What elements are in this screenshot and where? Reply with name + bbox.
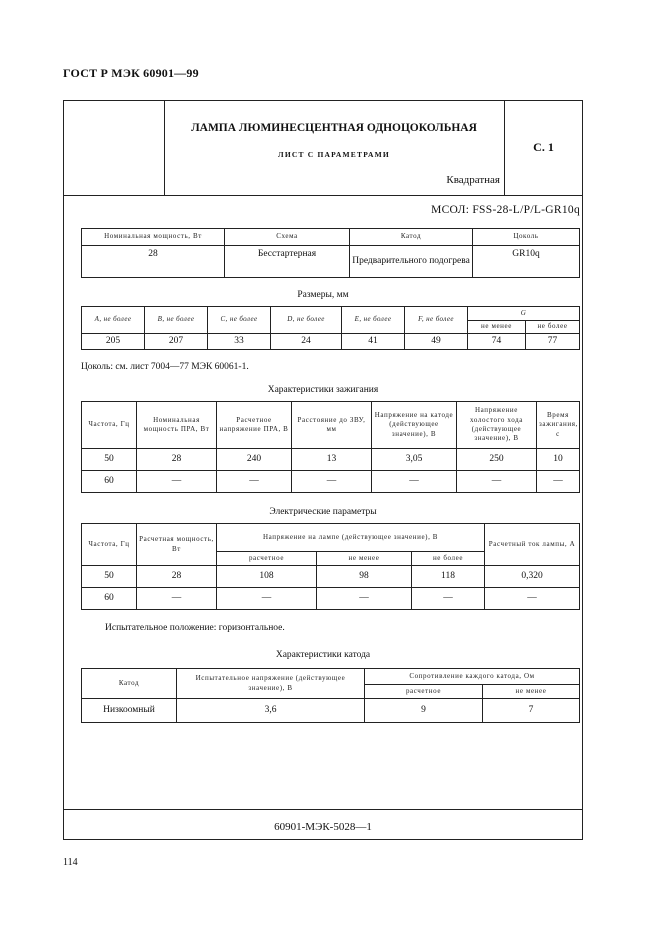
header-lamp-current: Расчетный ток лампы, А	[485, 524, 580, 566]
header-frequency: Частота, Гц	[82, 524, 137, 566]
table-row	[82, 471, 580, 493]
cell: Низкоомный	[82, 699, 177, 723]
header-cathode: Катод	[350, 229, 473, 246]
ignition-table	[81, 401, 580, 493]
header-lamp-voltage: Напряжение на лампе (действующее значение), В	[217, 524, 485, 552]
cell: 10	[537, 449, 580, 471]
value-scheme: Бесстартерная	[225, 246, 350, 278]
header-dim-g-min: не менее	[468, 321, 526, 334]
header-open-circuit-voltage: Напряжение холостого хода (действующее значение), В	[457, 402, 537, 449]
table-row	[82, 449, 580, 471]
cell: 0,320	[485, 566, 580, 588]
base-note: Цоколь: см. лист 7004—77 МЭК 60061-1.	[81, 362, 249, 372]
header-power: Номинальная мощность, Вт	[82, 229, 225, 246]
dimensions-caption: Размеры, мм	[297, 290, 349, 300]
header-dim-a: A, не более	[82, 307, 145, 334]
table-row	[82, 699, 580, 723]
cell: 250	[457, 449, 537, 471]
header-resistance-rated: расчетное	[365, 685, 483, 699]
header-dim-e: E, не более	[342, 307, 405, 334]
cell: —	[457, 471, 537, 493]
cell: —	[137, 471, 217, 493]
cell: 240	[217, 449, 292, 471]
cell: 98	[317, 566, 412, 588]
page-number: 114	[63, 857, 78, 868]
header-test-voltage: Испытательное напряжение (действующее значение), В	[177, 669, 365, 699]
header-voltage-rated: расчетное	[217, 552, 317, 566]
sheet-footer-code: 60901-МЭК-5028—1	[274, 821, 372, 833]
cell: —	[137, 588, 217, 610]
cell: —	[537, 471, 580, 493]
header-dim-g-max: не более	[526, 321, 580, 334]
lamp-shape: Квадратная	[446, 174, 500, 186]
header-ballast-voltage: Расчетное напряжение ПРА, В	[217, 402, 292, 449]
dim-d-value: 24	[271, 334, 342, 350]
header-dim-c: C, не более	[208, 307, 271, 334]
main-params-table	[81, 228, 580, 278]
header-dim-b: B, не более	[145, 307, 208, 334]
sheet-page: С. 1	[533, 140, 554, 154]
header-distance: Расстояние до ЗВУ, мм	[292, 402, 372, 449]
dim-e-value: 41	[342, 334, 405, 350]
header-divider-bottom	[63, 195, 583, 196]
document-code: ГОСТ Р МЭК 60901—99	[63, 66, 199, 80]
cell: 50	[82, 566, 137, 588]
sheet-type: ЛИСТ С ПАРАМЕТРАМИ	[278, 150, 390, 159]
mcol-designation: МСОЛ: FSS-28-L/P/L-GR10q	[431, 204, 580, 216]
header-resistance-min: не менее	[483, 685, 580, 699]
dimensions-table	[81, 306, 580, 350]
cell: —	[317, 588, 412, 610]
lamp-title: ЛАМПА ЛЮМИНЕСЦЕНТНАЯ ОДНОЦОКОЛЬНАЯ	[191, 122, 477, 134]
header-ballast-power: Номинальная мощность ПРА, Вт	[137, 402, 217, 449]
value-power: 28	[82, 246, 225, 278]
dim-c-value: 33	[208, 334, 271, 350]
electrical-table	[81, 523, 580, 610]
cell: 3,05	[372, 449, 457, 471]
cell: 7	[483, 699, 580, 723]
header-cathode-voltage: Напряжение на катоде (действующее значение), В	[372, 402, 457, 449]
cell: —	[292, 471, 372, 493]
value-cathode: Предварительного подогрева	[350, 246, 473, 278]
test-position-note: Испытательное положение: горизонтальное.	[105, 623, 285, 633]
cell: 118	[412, 566, 485, 588]
cell: 60	[82, 471, 137, 493]
dim-g-min-value: 74	[468, 334, 526, 350]
cell: 50	[82, 449, 137, 471]
cell: —	[412, 588, 485, 610]
dim-f-value: 49	[405, 334, 468, 350]
cell: —	[217, 588, 317, 610]
header-dim-d: D, не более	[271, 307, 342, 334]
value-base: GR10q	[473, 246, 580, 278]
header-rated-power: Расчетная мощность, Вт	[137, 524, 217, 566]
header-ignition-time: Время зажигания, с	[537, 402, 580, 449]
header-dim-f: F, не более	[405, 307, 468, 334]
cell: 108	[217, 566, 317, 588]
header-cathode-type: Катод	[82, 669, 177, 699]
cell: 60	[82, 588, 137, 610]
cell: 13	[292, 449, 372, 471]
header-voltage-max: не более	[412, 552, 485, 566]
footer-divider	[63, 809, 583, 810]
dim-a-value: 205	[82, 334, 145, 350]
table-row	[82, 588, 580, 610]
cell: —	[372, 471, 457, 493]
cathode-table	[81, 668, 580, 723]
header-voltage-min: не менее	[317, 552, 412, 566]
header-scheme: Схема	[225, 229, 350, 246]
electrical-caption: Электрические параметры	[269, 507, 377, 517]
dim-b-value: 207	[145, 334, 208, 350]
header-dim-g: G	[468, 307, 580, 321]
header-frequency: Частота, Гц	[82, 402, 137, 449]
table-row	[82, 566, 580, 588]
cell: 28	[137, 566, 217, 588]
header-resistance: Сопротивление каждого катода, Ом	[365, 669, 580, 685]
cell: —	[485, 588, 580, 610]
cathode-caption: Характеристики катода	[275, 650, 371, 660]
cell: 3,6	[177, 699, 365, 723]
ignition-caption: Характеристики зажигания	[267, 385, 379, 395]
header-base: Цоколь	[473, 229, 580, 246]
cell: 28	[137, 449, 217, 471]
dim-g-max-value: 77	[526, 334, 580, 350]
header-divider-left	[164, 100, 165, 195]
cell: 9	[365, 699, 483, 723]
cell: —	[217, 471, 292, 493]
